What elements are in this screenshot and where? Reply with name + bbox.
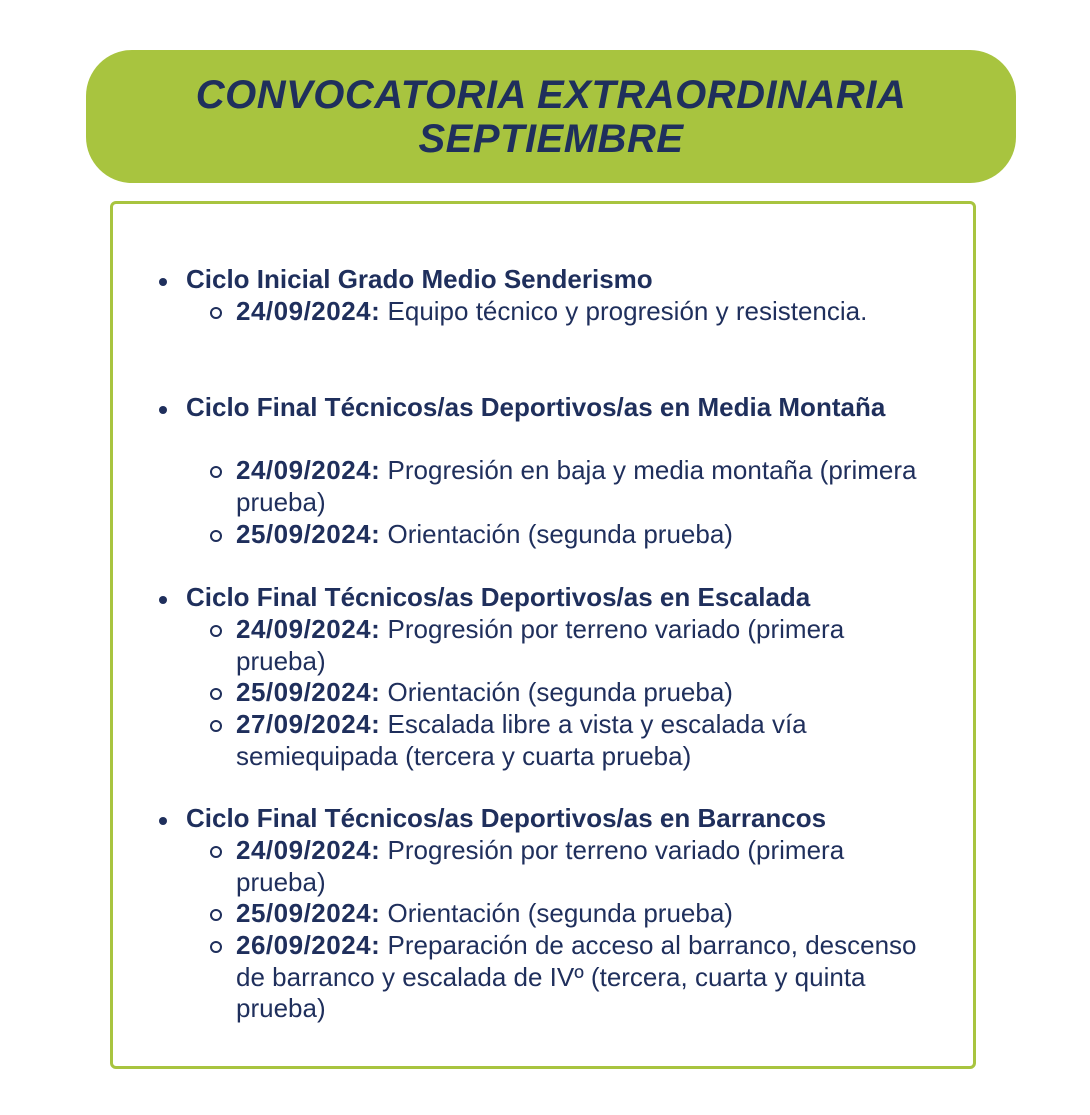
exam-text bbox=[236, 835, 866, 898]
exam-description: Escalada libre a vista y escalada vía semiequipada (tercera y cuarta prueba) bbox=[236, 709, 807, 771]
exam-text bbox=[236, 930, 936, 1025]
cycle-title: Ciclo Final Técnicos/as Deportivos/as en Barrancos bbox=[186, 803, 827, 833]
exam-text bbox=[236, 709, 936, 772]
exam-text bbox=[236, 455, 936, 518]
bullet-icon bbox=[159, 406, 167, 414]
sub-bullet-icon bbox=[210, 688, 222, 700]
exam-date: 24/09/2024: bbox=[236, 455, 381, 485]
sub-bullet-icon bbox=[210, 530, 222, 542]
cycle-title: Ciclo Final Técnicos/as Deportivos/as en Media Montaña bbox=[186, 392, 886, 422]
bullet-icon bbox=[159, 596, 167, 604]
sub-bullet-icon bbox=[210, 625, 222, 637]
exam-date: 26/09/2024: bbox=[236, 930, 381, 960]
bullet-icon bbox=[159, 817, 167, 825]
sub-bullet-icon bbox=[210, 307, 222, 319]
sub-bullet-icon bbox=[210, 909, 222, 921]
exam-description: Orientación (segunda prueba) bbox=[380, 519, 733, 549]
title-line-1: CONVOCATORIA EXTRAORDINARIA bbox=[195, 72, 907, 117]
exam-date: 27/09/2024: bbox=[236, 709, 381, 739]
exam-date: 24/09/2024: bbox=[236, 296, 381, 326]
cycle-title: Ciclo Inicial Grado Medio Senderismo bbox=[186, 264, 653, 294]
cycle-title: Ciclo Final Técnicos/as Deportivos/as en Escalada bbox=[186, 582, 811, 612]
title-line-2: SEPTIEMBRE bbox=[418, 116, 684, 161]
sub-bullet-icon bbox=[210, 846, 222, 858]
exam-date: 24/09/2024: bbox=[236, 614, 381, 644]
title-banner bbox=[86, 50, 1016, 183]
exam-description: Equipo técnico y progresión y resistencia. bbox=[380, 296, 868, 326]
exam-date: 25/09/2024: bbox=[236, 519, 381, 549]
exam-text bbox=[236, 519, 936, 551]
content-panel bbox=[110, 201, 976, 1069]
exam-date: 25/09/2024: bbox=[236, 898, 381, 928]
exam-date: 25/09/2024: bbox=[236, 677, 381, 707]
exam-text bbox=[236, 898, 936, 930]
sub-bullet-icon bbox=[210, 466, 222, 478]
bullet-icon bbox=[159, 278, 167, 286]
exam-date: 24/09/2024: bbox=[236, 835, 381, 865]
exam-description: Progresión por terreno variado (primera prueba) bbox=[236, 835, 845, 897]
exam-description: Orientación (segunda prueba) bbox=[380, 898, 733, 928]
exam-text bbox=[236, 677, 936, 709]
sub-bullet-icon bbox=[210, 941, 222, 953]
sub-bullet-icon bbox=[210, 720, 222, 732]
exam-text bbox=[236, 296, 936, 328]
exam-description: Preparación de acceso al barranco, descenso de barranco y escalada de IVº (tercera, cuarta y quinta prueba) bbox=[236, 930, 917, 1023]
exam-description: Progresión por terreno variado (primera prueba) bbox=[236, 614, 845, 676]
exam-description: Orientación (segunda prueba) bbox=[380, 677, 733, 707]
exam-description: Progresión en baja y media montaña (primera prueba) bbox=[236, 455, 917, 517]
exam-text bbox=[236, 614, 866, 677]
